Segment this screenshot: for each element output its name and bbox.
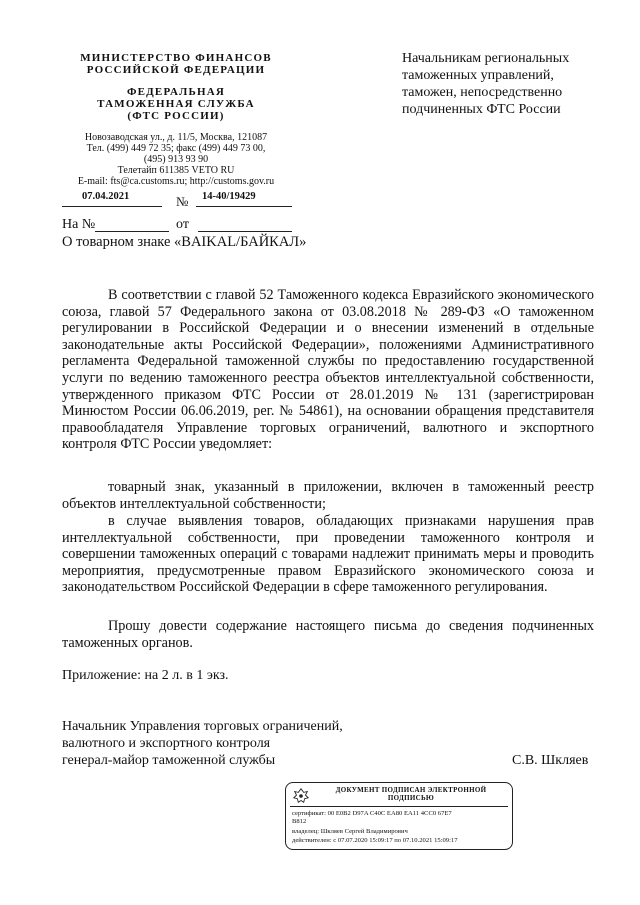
stamp-validity: действителен: с 07.07.2020 15:09:17 по 07.10.2021 15:09:17: [292, 837, 458, 844]
position-line: Начальник Управления торговых ограничений,: [62, 719, 343, 734]
emblem-icon: [292, 787, 310, 805]
service-line: ФЕДЕРАЛЬНАЯ: [126, 86, 226, 98]
position-line: генерал-майор таможенной службы: [62, 753, 276, 768]
reply-to-label: На №: [62, 217, 96, 232]
contact-line: Тел. (499) 449 72 35; факс (499) 449 73 00,: [86, 143, 266, 154]
number-underline: [196, 206, 292, 207]
date-underline: [62, 206, 162, 207]
position-line: валютного и экспортного контроля: [62, 736, 271, 751]
ministry-line: РОССИЙСКОЙ ФЕДЕРАЦИИ: [86, 64, 266, 76]
service-line: (ФТС РОССИИ): [127, 110, 225, 122]
signatory-position: [62, 718, 392, 769]
addressee-line: таможен, непосредственно: [402, 85, 563, 100]
sender-block: [60, 52, 292, 187]
ministry-name: [60, 52, 292, 76]
body-paragraph-2: товарный знак, указанный в приложении, включен в таможенный реестр объектов интеллектуальной собственности;: [62, 479, 594, 512]
contact-line: Новозаводская ул., д. 11/5, Москва, 121087: [84, 132, 268, 143]
service-name: [60, 86, 292, 122]
body-paragraph-4: Прошу довести содержание настоящего письма до сведения подчиненных таможенных органов.: [62, 618, 594, 651]
addressee-line: Начальникам региональных: [402, 51, 570, 66]
attachment-note: Приложение: на 2 л. в 1 экз.: [62, 668, 229, 683]
addressee-line: таможенных управлений,: [402, 68, 554, 83]
stamp-certificate-cont: B812: [292, 818, 307, 825]
addressee-block: [402, 50, 602, 118]
sender-contacts: [60, 132, 292, 187]
from-label: от: [176, 217, 189, 232]
number-sign: №: [176, 194, 189, 209]
stamp-title: [316, 786, 506, 802]
addressee-line: подчиненных ФТС России: [402, 102, 561, 117]
service-line: ТАМОЖЕННАЯ СЛУЖБА: [97, 98, 255, 110]
stamp-divider: [290, 806, 508, 807]
signatory-name: С.В. Шкляев: [512, 753, 589, 768]
registration-number: 14-40/19429: [202, 191, 256, 202]
from-underline: [198, 231, 292, 232]
body-paragraph-1: В соответствии с главой 52 Таможенного кодекса Евразийского экономического союза, главой 57 Федерального закона от 03.08.2018 № 289-ФЗ «О таможенном регулировании в Российской Федерации и о внесении изменений в отдельные законодательные акты Российской Федерации», положениями Административного регламента Федеральной таможенной службы по предоставлению государственной услуги по ведению таможенного реестра объектов интеллектуальной собственности, утвержденного приказом ФТС России от 28.01.2019 № 131 (зарегистрирован Минюстом России 06.06.2019, рег. № 54861), на основании обращения представителя правообладателя Управление торговых ограничений, валютного и экспортного контроля ФТС России уведомляет:: [62, 287, 594, 453]
stamp-title-line: ДОКУМЕНТ ПОДПИСАН ЭЛЕКТРОННОЙ: [335, 786, 487, 794]
stamp-title-line: ПОДПИСЬЮ: [387, 794, 435, 802]
e-signature-stamp: [285, 782, 513, 850]
contact-line: E-mail: fts@ca.customs.ru; http://customs.gov.ru: [77, 176, 275, 187]
letter-subject: О товарном знаке «BAIKAL/БАЙКАЛ»: [62, 234, 307, 250]
reply-to-underline: [95, 231, 169, 232]
ministry-line: МИНИСТЕРСТВО ФИНАНСОВ: [80, 52, 272, 64]
registration-date: 07.04.2021: [82, 191, 130, 202]
stamp-certificate: сертификат: 00 E0B2 D97A C40C EA80 EA11 4CC0 67E7: [292, 810, 452, 817]
stamp-owner: владелец: Шкляев Сергей Владимирович: [292, 828, 408, 835]
contact-line: Телетайп 611385 VETO RU: [117, 165, 235, 176]
contact-line: (495) 913 93 90: [143, 154, 209, 165]
body-paragraph-3: в случае выявления товаров, обладающих признаками нарушения прав интеллектуальной собственности, при проведении таможенного контроля и совершении таможенных операций с товарами надлежит принимать меры и проводить мероприятия, предусмотренные правом Евразийского экономического союза и законодательством Российской Федерации в сфере таможенного регулирования.: [62, 513, 594, 596]
